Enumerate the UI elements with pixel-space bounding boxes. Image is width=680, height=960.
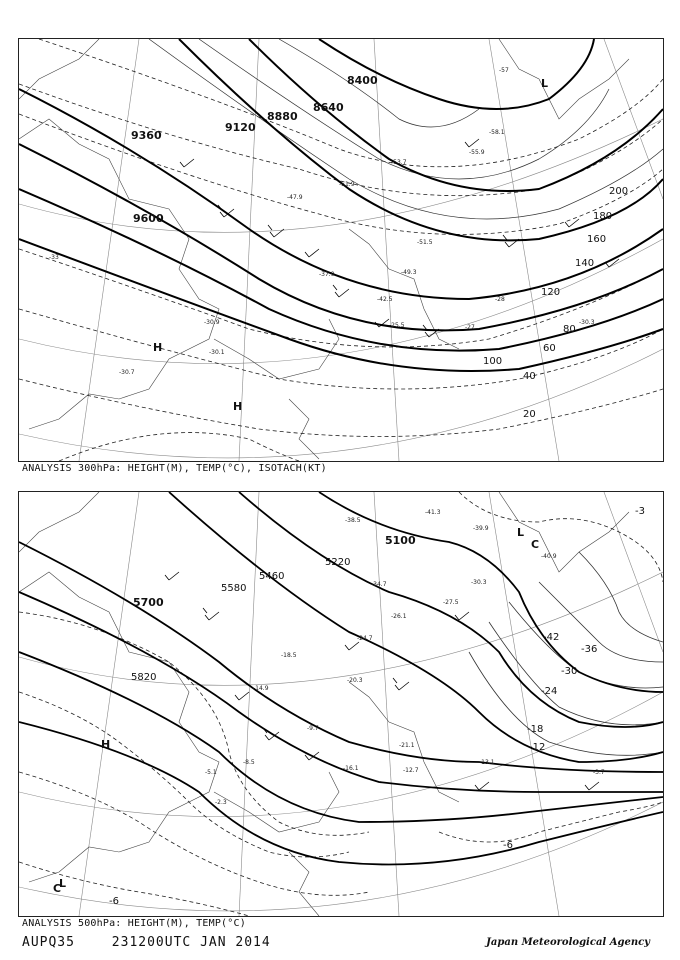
height-label: 5220 — [325, 557, 351, 568]
isotach-label: 140 — [575, 258, 595, 269]
station-value: -8.5 — [243, 759, 255, 766]
station-value: -16.1 — [343, 765, 359, 772]
isotach-label: 160 — [587, 234, 607, 245]
station-value: -38.5 — [345, 517, 361, 524]
wind-barbs — [180, 139, 619, 337]
high-pressure-marker: H — [233, 400, 243, 413]
map-panel-500hpa — [18, 491, 664, 917]
isotach-label: 20 — [523, 409, 536, 420]
map-panel-300hpa — [18, 38, 664, 462]
height-contours — [19, 492, 663, 865]
height-label: 9360 — [131, 129, 162, 142]
height-labels — [131, 74, 378, 225]
temperature-label: -42 — [543, 632, 560, 643]
low-pressure-marker: L — [59, 877, 67, 890]
station-value: -20.3 — [347, 677, 363, 684]
height-label: 9600 — [133, 212, 164, 225]
station-value: -51.5 — [417, 239, 433, 246]
station-value: -13.1 — [479, 759, 495, 766]
station-value: -51.9 — [339, 181, 355, 188]
station-value: -30.3 — [579, 319, 595, 326]
low-pressure-marker: L — [517, 526, 525, 539]
station-value: -33 — [49, 254, 59, 261]
station-value: -30.1 — [209, 349, 225, 356]
isotach-label: 200 — [609, 186, 629, 197]
panel-300-caption: ANALYSIS 300hPa: HEIGHT(M), TEMP(°C), ISOTACH(KT) — [22, 463, 327, 474]
station-value: -49.3 — [401, 269, 417, 276]
isotach-label: 80 — [563, 324, 576, 335]
station-value: -37.9 — [319, 271, 335, 278]
station-value: -12.7 — [403, 767, 419, 774]
station-value: -24.7 — [357, 635, 373, 642]
low-pressure-marker: L — [541, 77, 549, 90]
station-value: -9.7 — [307, 725, 319, 732]
graticule — [19, 492, 663, 916]
station-value: -42.5 — [377, 296, 393, 303]
agency-credit: Japan Meteorological Agency — [486, 937, 650, 948]
temperature-label: -30 — [561, 666, 578, 677]
station-value: -18.5 — [281, 652, 297, 659]
height-label: 9120 — [225, 121, 256, 134]
cold-marker: C — [531, 538, 540, 551]
map-300hpa-svg — [19, 39, 663, 461]
isotach-label: 120 — [541, 287, 561, 298]
isotach-label: 100 — [483, 356, 503, 367]
chart-code: AUPQ35 — [22, 935, 75, 950]
isotach-label: 40 — [523, 371, 536, 382]
height-label: 5460 — [259, 571, 285, 582]
height-label: 8400 — [347, 74, 378, 87]
coastlines — [19, 492, 629, 916]
temperature-label: -24 — [541, 686, 558, 697]
temperature-label: -3 — [635, 506, 645, 517]
station-value: -14.9 — [253, 685, 269, 692]
temperature-solid-contours — [469, 552, 663, 755]
high-pressure-marker: H — [153, 341, 163, 354]
station-value: -30.3 — [471, 579, 487, 586]
station-value: -47.9 — [287, 194, 303, 201]
station-value: -25.5 — [389, 322, 405, 329]
temperature-label: -36 — [581, 644, 598, 655]
height-label: 5580 — [221, 583, 247, 594]
chart-code-line — [22, 935, 299, 950]
isotach-label: 60 — [543, 343, 556, 354]
height-label: 5700 — [133, 596, 164, 609]
cold-marker: C — [53, 882, 62, 895]
height-label: 5100 — [385, 534, 416, 547]
station-value: -30.7 — [119, 369, 135, 376]
station-value: -27.5 — [443, 599, 459, 606]
station-value: -41.3 — [425, 509, 441, 516]
station-value: -27 — [465, 324, 475, 331]
map-500hpa-svg — [19, 492, 663, 916]
station-value: -21.1 — [399, 742, 415, 749]
station-value: -3.7 — [593, 769, 605, 776]
station-value: -26.1 — [391, 613, 407, 620]
isotach-label: 180 — [593, 211, 613, 222]
station-value: -2.3 — [215, 799, 227, 806]
station-value: -28 — [495, 296, 505, 303]
station-value: -5.1 — [205, 769, 217, 776]
station-value: -55.9 — [469, 149, 485, 156]
station-value: -58.1 — [489, 129, 505, 136]
station-value: -34.7 — [371, 581, 387, 588]
isotach-labels — [483, 186, 628, 420]
chart-time: 231200UTC JAN 2014 — [111, 935, 271, 950]
station-value: -57 — [499, 67, 509, 74]
temperature-label: -12 — [529, 742, 546, 753]
height-labels — [131, 534, 416, 683]
high-pressure-marker: H — [101, 738, 111, 751]
station-value: -30.9 — [204, 319, 220, 326]
temperature-label: -18 — [527, 724, 544, 735]
temperature-label: -6 — [503, 840, 513, 851]
station-value: -40.9 — [541, 553, 557, 560]
station-values — [205, 509, 605, 806]
height-label: 8640 — [313, 101, 344, 114]
panel-500-caption: ANALYSIS 500hPa: HEIGHT(M), TEMP(°C) — [22, 918, 246, 929]
temperature-label: -6 — [109, 896, 119, 907]
height-label: 5820 — [131, 672, 157, 683]
station-value: -39.9 — [473, 525, 489, 532]
height-label: 8880 — [267, 110, 298, 123]
station-value: -53.7 — [391, 159, 407, 166]
temperature-contours — [19, 492, 663, 916]
